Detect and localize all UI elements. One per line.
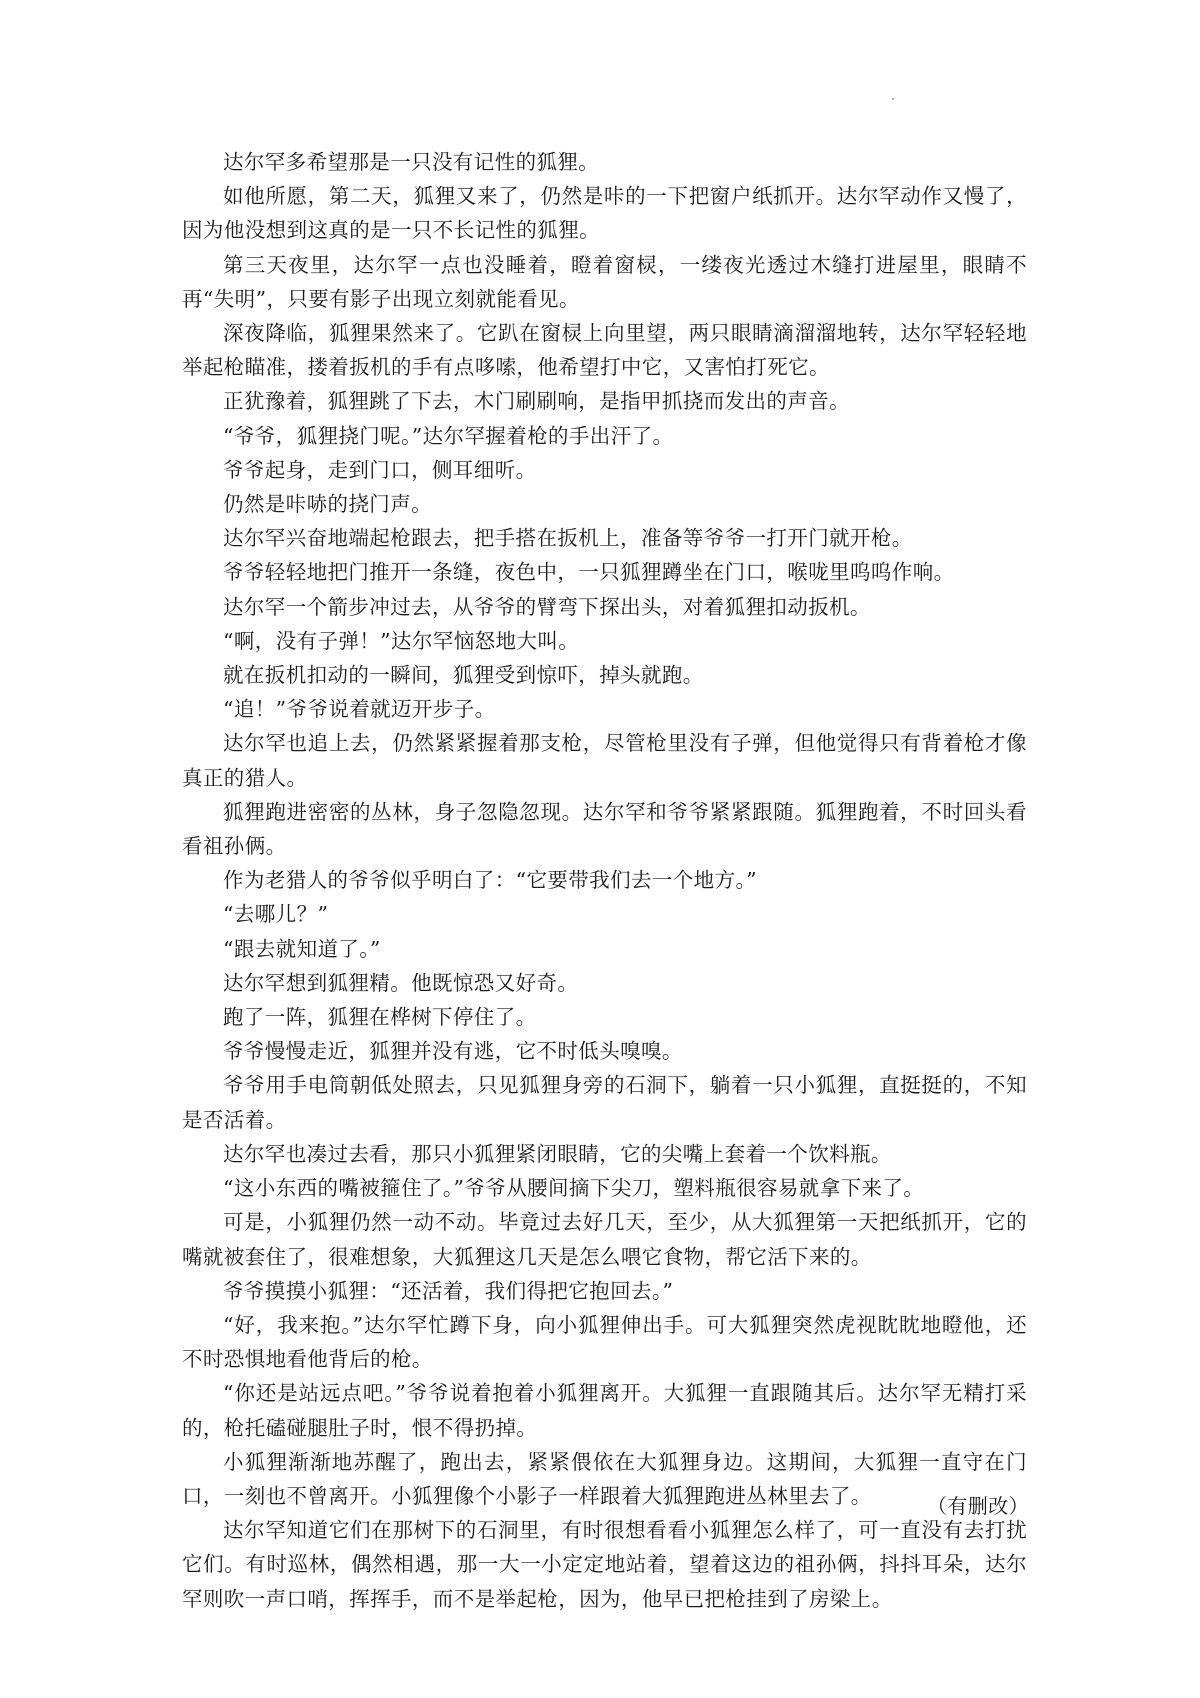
- paragraph-11: 达尔罕一个箭步冲过去，从爷爷的臂弯下探出头，对着狐狸扣动扳机。: [223, 594, 871, 619]
- paragraph-6: “爷爷，狐狸挠门呢。”达尔罕握着枪的手出汗了。: [223, 423, 674, 448]
- paragraph-15: 达尔罕也追上去，仍然紧紧握着那支枪，尽管枪里没有子弹，但他觉得只有背着枪才像真正的猎人。: [182, 731, 1027, 790]
- paragraph-22: 爷爷慢慢走近，狐狸并没有逃，它不时低头嗅嗅。: [223, 1039, 683, 1064]
- paragraph-20: 达尔罕想到狐狸精。他既惊恐又好奇。: [223, 970, 579, 995]
- paragraph-3: 第三天夜里，达尔罕一点也没睡着，瞪着窗棂，一缕夜光透过木缝打进屋里，眼睛不再“失明”，只要有影子出现立刻就能看见。: [182, 252, 1027, 311]
- paragraph-31: 达尔罕知道它们在那树下的石洞里，有时很想看看小狐狸怎么样了，可一直没有去打扰它们。有时巡林，偶然相遇，那一大一小定定地站着，望着这边的祖孙俩，抖抖耳朵，达尔罕则吹一声口哨，挥挥手，而不是举起枪，因为，他早已把枪挂到了房梁上。: [182, 1518, 1027, 1611]
- paragraph-18: “去哪儿？”: [223, 902, 329, 927]
- paragraph-12: “啊，没有子弹！”达尔罕恼怒地大叫。: [223, 628, 580, 653]
- article-body: [182, 145, 1027, 1616]
- paragraph-24: 达尔罕也凑过去看，那只小狐狸紧闭眼睛，它的尖嘴上套着一个饮料瓶。: [223, 1141, 892, 1166]
- paragraph-2: 如他所愿，第二天，狐狸又来了，仍然是咔的一下把窗户纸抓开。达尔罕动作又慢了，因为他没想到这真的是一只不长记性的狐狸。: [182, 184, 1027, 243]
- paragraph-25: “这小东西的嘴被箍住了。”爷爷从腰间摘下尖刀，塑料瓶很容易就拿下来了。: [223, 1176, 925, 1201]
- paragraph-10: 爷爷轻轻地把门推开一条缝，夜色中，一只狐狸蹲坐在门口，喉咙里呜呜作响。: [223, 560, 955, 585]
- paragraph-1: 达尔罕多希望那是一只没有记性的狐狸。: [223, 150, 600, 174]
- paragraph-5: 正犹豫着，狐狸跳了下去，木门刷刷响，是指甲抓挠而发出的声音。: [223, 389, 850, 414]
- paragraph-7: 爷爷起身，走到门口，侧耳细听。: [223, 457, 537, 482]
- paragraph-26: 可是，小狐狸仍然一动不动。毕竟过去好几天，至少，从大狐狸第一天把纸抓开，它的嘴就被套住了，很难想象，大狐狸这几天是怎么喂它食物，帮它活下来的。: [182, 1210, 1027, 1269]
- paragraph-13: 就在扳机扣动的一瞬间，狐狸受到惊吓，掉头就跑。: [223, 663, 704, 688]
- source-note: （有删改）: [927, 1494, 1029, 1518]
- paragraph-21: 跑了一阵，狐狸在桦树下停住了。: [223, 1005, 537, 1030]
- paragraph-23: 爷爷用手电筒朝低处照去，只见狐狸身旁的石洞下，躺着一只小狐狸，直挺挺的，不知是否活着。: [182, 1073, 1027, 1132]
- paragraph-19: “跟去就知道了。”: [223, 936, 381, 961]
- paragraph-14: “追！”爷爷说着就迈开步子。: [223, 697, 496, 722]
- paragraph-17: 作为老猎人的爷爷似乎明白了：“它要带我们去一个地方。”: [223, 868, 758, 893]
- paragraph-16: 狐狸跑进密密的丛林，身子忽隐忽现。达尔罕和爷爷紧紧跟随。狐狸跑着，不时回头看看祖孙俩。: [182, 799, 1027, 859]
- paragraph-9: 达尔罕兴奋地端起枪跟去，把手搭在扳机上，准备等爷爷一打开门就开枪。: [223, 526, 913, 551]
- paragraph-28: “好，我来抱。”达尔罕忙蹲下身，向小狐狸伸出手。可大狐狸突然虎视眈眈地瞪他，还不时恐惧地看他背后的枪。: [182, 1312, 1027, 1372]
- paragraph-30: 小狐狸渐渐地苏醒了，跑出去，紧紧偎依在大狐狸身边。这期间，大狐狸一直守在门口，一刻也不曾离开。小狐狸像个小影子一样跟着大狐狸跑进丛林里去了。: [182, 1449, 1027, 1508]
- paragraph-27: 爷爷摸摸小狐狸：“还活着，我们得把它抱回去。”: [223, 1278, 674, 1303]
- scan-speck: [892, 98, 894, 100]
- paragraph-8: 仍然是咔哧的挠门声。: [223, 492, 432, 517]
- paragraph-29: “你还是站远点吧。”爷爷说着抱着小狐狸离开。大狐狸一直跟随其后。达尔罕无精打采的，枪托磕碰腿肚子时，恨不得扔掉。: [182, 1381, 1027, 1440]
- paragraph-4: 深夜降临，狐狸果然来了。它趴在窗棂上向里望，两只眼睛滴溜溜地转，达尔罕轻轻地举起枪瞄准，搂着扳机的手有点哆嗦，他希望打中它，又害怕打死它。: [182, 321, 1027, 380]
